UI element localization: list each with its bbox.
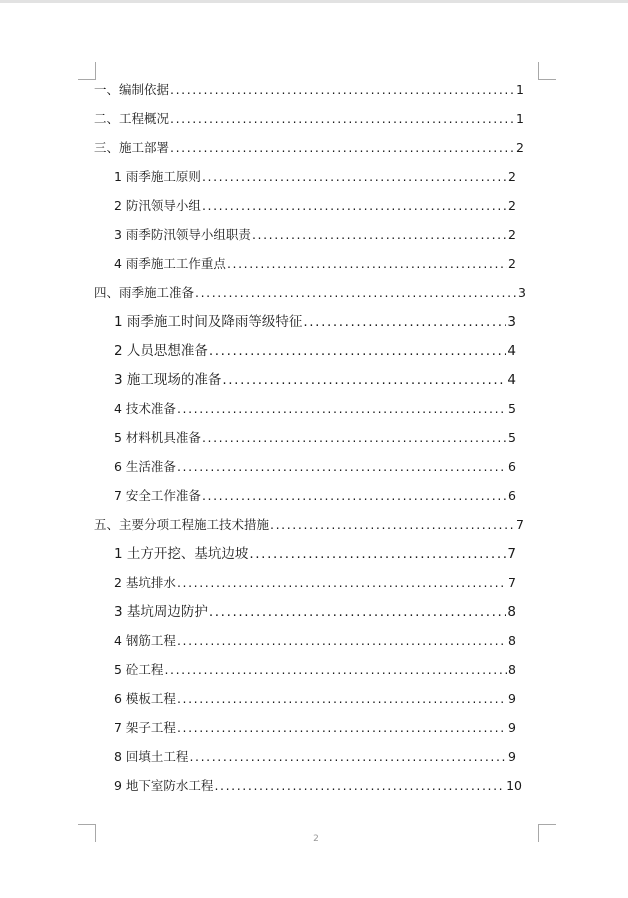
toc-entry-page: 8 bbox=[508, 633, 516, 648]
toc-dot-leader bbox=[209, 341, 507, 361]
toc-entry-label: 7 安全工作准备 bbox=[114, 488, 201, 503]
toc-dot-leader bbox=[177, 399, 507, 419]
toc-entry[interactable] bbox=[94, 138, 524, 158]
toc-entry-label: 6 生活准备 bbox=[114, 459, 176, 474]
toc-entry[interactable] bbox=[114, 341, 516, 361]
toc-dot-leader bbox=[222, 370, 506, 390]
toc-entry-label: 6 模板工程 bbox=[114, 691, 176, 706]
toc-entry[interactable] bbox=[114, 370, 516, 390]
toc-entry[interactable] bbox=[114, 602, 516, 622]
window-top-bar bbox=[0, 0, 628, 3]
toc-entry-page: 6 bbox=[508, 459, 516, 474]
toc-entry-page: 8 bbox=[507, 604, 516, 620]
toc-entry-page: 2 bbox=[516, 140, 524, 155]
margin-corner-mark-top-left bbox=[78, 62, 96, 80]
toc-entry-label: 2 基坑排水 bbox=[114, 575, 176, 590]
toc-entry-page: 3 bbox=[507, 314, 516, 330]
toc-entry-page: 9 bbox=[508, 720, 516, 735]
toc-entry[interactable] bbox=[94, 283, 526, 303]
toc-entry[interactable] bbox=[114, 689, 516, 709]
toc-entry-label: 二、工程概况 bbox=[94, 111, 170, 126]
toc-entry[interactable] bbox=[114, 225, 516, 245]
toc-dot-leader bbox=[164, 660, 507, 680]
page-number: 2 bbox=[313, 834, 319, 844]
toc-entry[interactable] bbox=[114, 254, 516, 274]
toc-dot-leader bbox=[252, 225, 507, 245]
toc-entry-label: 三、施工部署 bbox=[94, 140, 170, 155]
toc-entry[interactable] bbox=[114, 747, 516, 767]
margin-corner-mark-top-right bbox=[538, 62, 556, 80]
toc-dot-leader bbox=[177, 689, 507, 709]
toc-entry-label: 四、雨季施工准备 bbox=[94, 285, 195, 300]
toc-entry[interactable] bbox=[114, 544, 516, 564]
toc-entry-label: 4 雨季施工工作重点 bbox=[114, 256, 226, 271]
toc-entry-page: 1 bbox=[516, 82, 524, 97]
toc-entry-label: 8 回填土工程 bbox=[114, 749, 189, 764]
toc-entry-label: 五、主要分项工程施工技术措施 bbox=[94, 517, 270, 532]
toc-entry-label: 4 技术准备 bbox=[114, 401, 176, 416]
toc-entry-label: 5 材料机具准备 bbox=[114, 430, 201, 445]
toc-entry-page: 2 bbox=[508, 227, 516, 242]
toc-dot-leader bbox=[202, 167, 507, 187]
toc-entry-page: 7 bbox=[507, 546, 516, 562]
toc-entry-page: 3 bbox=[518, 285, 526, 300]
toc-entry[interactable] bbox=[114, 718, 516, 738]
toc-dot-leader bbox=[170, 109, 515, 129]
toc-entry-label: 2 人员思想准备 bbox=[114, 343, 208, 359]
toc-entry-label: 1 雨季施工时间及降雨等级特征 bbox=[114, 314, 303, 330]
toc-dot-leader bbox=[202, 428, 507, 448]
toc-entry[interactable] bbox=[114, 399, 516, 419]
toc-entry-page: 4 bbox=[507, 343, 516, 359]
toc-entry-label: 7 架子工程 bbox=[114, 720, 176, 735]
toc-entry-label: 1 土方开挖、基坑边坡 bbox=[114, 546, 249, 562]
toc-entry[interactable] bbox=[114, 631, 516, 651]
toc-dot-leader bbox=[249, 544, 506, 564]
toc-entry-label: 4 钢筋工程 bbox=[114, 633, 176, 648]
toc-entry-label: 一、编制依据 bbox=[94, 82, 170, 97]
toc-entry-page: 9 bbox=[508, 691, 516, 706]
toc-entry-page: 5 bbox=[508, 430, 516, 445]
toc-entry[interactable] bbox=[114, 196, 516, 216]
toc-dot-leader bbox=[177, 573, 507, 593]
toc-dot-leader bbox=[227, 254, 507, 274]
toc-entry-page: 2 bbox=[508, 198, 516, 213]
toc-entry-page: 1 bbox=[516, 111, 524, 126]
toc-dot-leader bbox=[209, 602, 507, 622]
toc-entry-page: 7 bbox=[508, 575, 516, 590]
toc-dot-leader bbox=[202, 486, 507, 506]
toc-entry[interactable] bbox=[114, 573, 516, 593]
toc-dot-leader bbox=[177, 457, 507, 477]
toc-entry-page: 2 bbox=[508, 256, 516, 271]
toc-dot-leader bbox=[189, 747, 507, 767]
toc-entry[interactable] bbox=[94, 80, 524, 100]
toc-entry[interactable] bbox=[114, 486, 516, 506]
toc-entry-page: 9 bbox=[508, 749, 516, 764]
toc-dot-leader bbox=[195, 283, 517, 303]
toc-entry-page: 2 bbox=[508, 169, 516, 184]
toc-entry[interactable] bbox=[114, 776, 522, 796]
toc-dot-leader bbox=[270, 515, 515, 535]
toc-entry[interactable] bbox=[94, 109, 524, 129]
toc-entry-page: 5 bbox=[508, 401, 516, 416]
toc-entry-label: 3 施工现场的准备 bbox=[114, 372, 222, 388]
toc-entry[interactable] bbox=[114, 312, 516, 332]
toc-dot-leader bbox=[202, 196, 507, 216]
toc-dot-leader bbox=[214, 776, 505, 796]
toc-entry-label: 3 基坑周边防护 bbox=[114, 604, 208, 620]
toc-entry-page: 10 bbox=[506, 778, 522, 793]
toc-dot-leader bbox=[177, 718, 507, 738]
toc-entry-page: 6 bbox=[508, 488, 516, 503]
toc-dot-leader bbox=[303, 312, 506, 332]
toc-entry-page: 7 bbox=[516, 517, 524, 532]
toc-dot-leader bbox=[170, 138, 515, 158]
toc-entry[interactable] bbox=[94, 515, 524, 535]
toc-entry[interactable] bbox=[114, 660, 516, 680]
toc-entry-label: 1 雨季施工原则 bbox=[114, 169, 201, 184]
toc-entry-page: 8 bbox=[508, 662, 516, 677]
toc-dot-leader bbox=[170, 80, 515, 100]
toc-entry[interactable] bbox=[114, 428, 516, 448]
toc-entry[interactable] bbox=[114, 167, 516, 187]
toc-entry-label: 9 地下室防水工程 bbox=[114, 778, 214, 793]
toc-dot-leader bbox=[177, 631, 507, 651]
toc-entry-label: 5 砼工程 bbox=[114, 662, 164, 677]
margin-corner-mark-bottom-left bbox=[78, 824, 96, 842]
toc-entry[interactable] bbox=[114, 457, 516, 477]
toc-entry-label: 2 防汛领导小组 bbox=[114, 198, 201, 213]
margin-corner-mark-bottom-right bbox=[538, 824, 556, 842]
toc-entry-label: 3 雨季防汛领导小组职责 bbox=[114, 227, 251, 242]
toc-entry-page: 4 bbox=[507, 372, 516, 388]
